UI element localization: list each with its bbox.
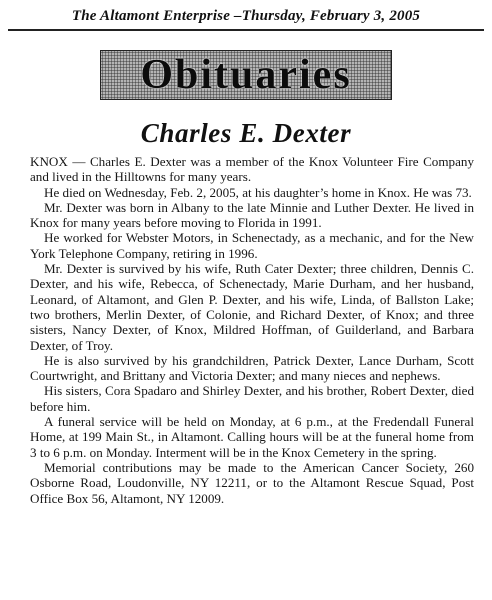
article-paragraph: KNOX — Charles E. Dexter was a member of the Knox Volunteer Fire Company and lived in the Hilltowns for many years. xyxy=(30,154,474,185)
article-headline: Charles E. Dexter xyxy=(140,118,352,148)
article-body xyxy=(30,154,474,506)
article-paragraph: Memorial contributions may be made to the American Cancer Society, 260 Osborne Road, Loudonville, NY 12211, or to the Altamont Rescue Squad, Post Office Box 56, Altamont, NY 12009. xyxy=(30,459,474,506)
article-paragraph: A funeral service will be held on Monday, at 6 p.m., at the Fredendall Funeral Home, at 199 Main St., in Altamont. Calling hours will be at the funeral home from 3 to 6 p.m. on Monday. Interment will be in the Knox Cemetery in the spring. xyxy=(30,414,474,460)
article-paragraph: Mr. Dexter is survived by his wife, Ruth Cater Dexter; three children, Dennis C. Dexter, and his wife, Rebecca, of Schenectady, Marie Durham, and her husband, Leonard, of Altamont, and Glen P. Dexter, and his wife, Linda, of Ballston Lake; two brothers, Merlin Dexter, of Colonie, and Richard Dexter, of Knox; and three sisters, Nancy Dexter, of Knox, Mildred Hoffman, of Guilderland, and Barbara Dexter, of Troy. xyxy=(30,261,474,353)
section-title: Obituaries xyxy=(140,52,352,98)
article-paragraph: He died on Wednesday, Feb. 2, 2005, at his daughter’s home in Knox. He was 73. xyxy=(44,184,472,200)
article-paragraph: His sisters, Cora Spadaro and Shirley Dexter, and his brother, Robert Dexter, died before him. xyxy=(30,383,474,414)
article-paragraph: He is also survived by his grandchildren, Patrick Dexter, Lance Durham, Scott Courtwright, and Brittany and Victoria Dexter; and many nieces and nephews. xyxy=(30,352,474,384)
article-paragraph: He worked for Webster Motors, in Schenectady, as a mechanic, and for the New York Telephone Company, retiring in 1996. xyxy=(30,230,474,261)
section-banner xyxy=(100,50,392,100)
article-paragraph: Mr. Dexter was born in Albany to the late Minnie and Luther Dexter. He lived in Knox for many years before moving to Florida in 1991. xyxy=(30,199,474,231)
masthead-rule xyxy=(8,29,484,31)
masthead: The Altamont Enterprise –Thursday, February 3, 2005 xyxy=(71,8,421,24)
